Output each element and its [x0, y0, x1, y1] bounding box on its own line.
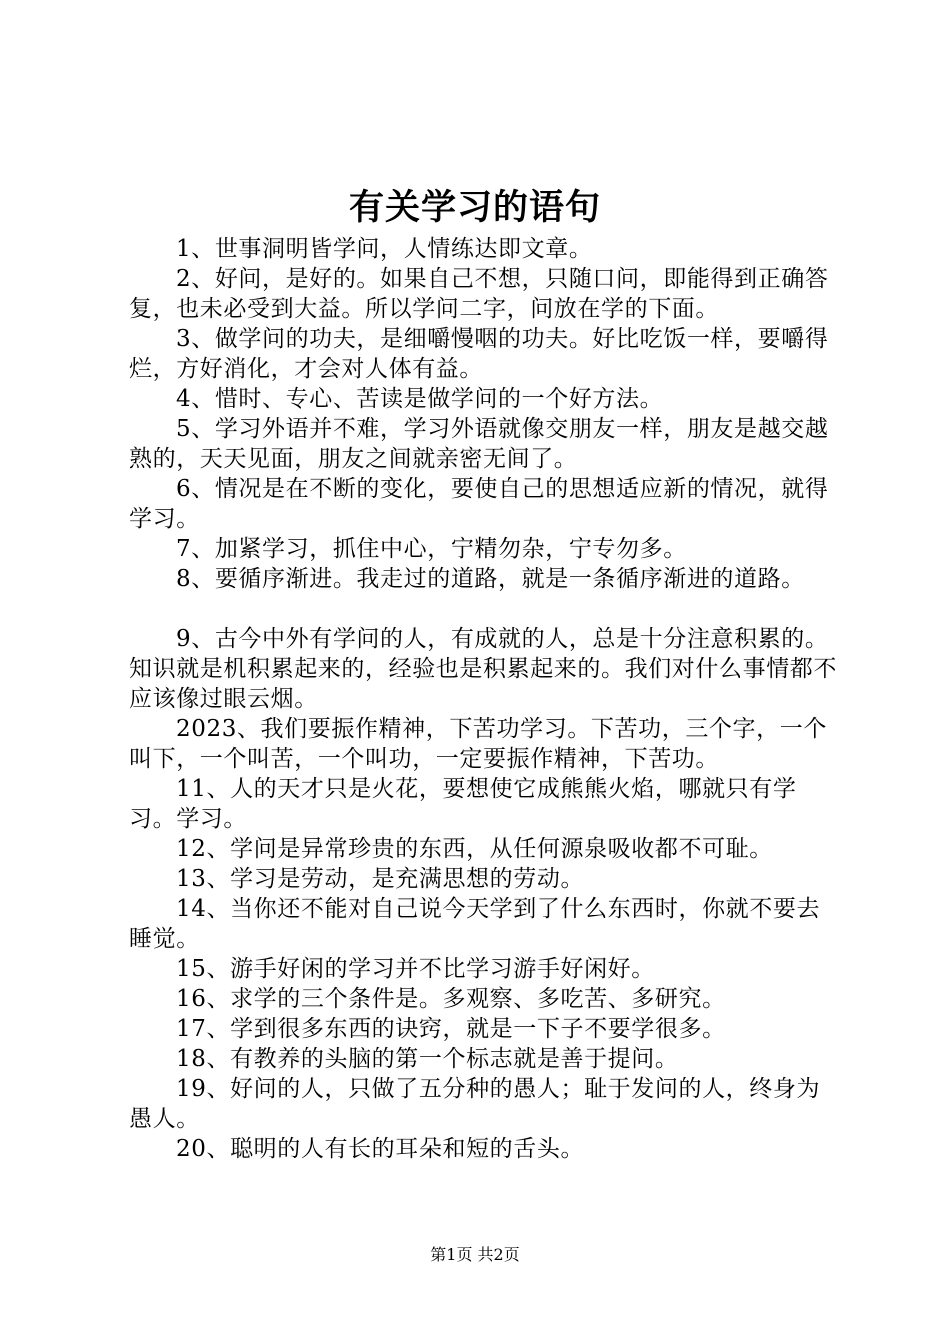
paragraph-5: 5、学习外语并不难，学习外语就像交朋友一样，朋友是越交越熟的，天天见面，朋友之间就亲密无间了。 [129, 416, 829, 472]
paragraph-12: 12、学问是异常珍贵的东西，从任何源泉吸收都不可耻。 [176, 836, 773, 862]
paragraph-1: 1、世事洞明皆学问，人情练达即文章。 [176, 236, 593, 262]
paragraph-8: 8、要循序渐进。我走过的道路，就是一条循序渐进的道路。 [176, 566, 805, 592]
document-title: 有关学习的语句 [348, 187, 601, 228]
paragraph-7: 7、加紧学习，抓住中心，宁精勿杂，宁专勿多。 [176, 536, 687, 562]
paragraph-10: 2023、我们要振作精神，下苦功学习。下苦功，三个字，一个叫下，一个叫苦，一个叫功，一定要振作精神，下苦功。 [129, 716, 827, 772]
paragraph-18: 18、有教养的头脑的第一个标志就是善于提问。 [176, 1046, 679, 1072]
paragraph-19: 19、好问的人，只做了五分种的愚人；耻于发问的人，终身为愚人。 [129, 1076, 821, 1132]
paragraph-gap [129, 594, 839, 624]
paragraph-17: 17、学到很多东西的诀窍，就是一下子不要学很多。 [176, 1016, 726, 1042]
paragraph-2: 2、好问，是好的。如果自己不想，只随口问，即能得到正确答复，也未必受到大益。所以学问二字，问放在学的下面。 [129, 266, 829, 322]
paragraph-11: 11、人的天才只是火花，要想使它成熊熊火焰，哪就只有学习。学习。 [129, 776, 797, 832]
paragraph-15: 15、游手好闲的学习并不比学习游手好闲好。 [176, 956, 655, 982]
paragraph-16: 16、求学的三个条件是。多观察、多吃苦、多研究。 [176, 986, 726, 1012]
paragraph-20: 20、聪明的人有长的耳朵和短的舌头。 [176, 1136, 585, 1162]
paragraph-9: 9、古今中外有学问的人，有成就的人，总是十分注意积累的。知识就是机积累起来的，经验也是积累起来的。我们对什么事情都不应该像过眼云烟。 [129, 626, 837, 712]
paragraph-3: 3、做学问的功夫，是细嚼慢咽的功夫。好比吃饭一样，要嚼得烂，方好消化，才会对人体有益。 [129, 326, 829, 382]
paragraph-13: 13、学习是劳动，是充满思想的劳动。 [176, 866, 585, 892]
paragraph-4: 4、惜时、专心、苦读是做学问的一个好方法。 [176, 386, 664, 412]
document-body [129, 234, 839, 1164]
page-number-footer: 第1页 共2页 [430, 1245, 520, 1264]
paragraph-14: 14、当你还不能对自己说今天学到了什么东西时，你就不要去睡觉。 [129, 896, 821, 952]
paragraph-6: 6、情况是在不断的变化，要使自己的思想适应新的情况，就得学习。 [129, 476, 829, 532]
